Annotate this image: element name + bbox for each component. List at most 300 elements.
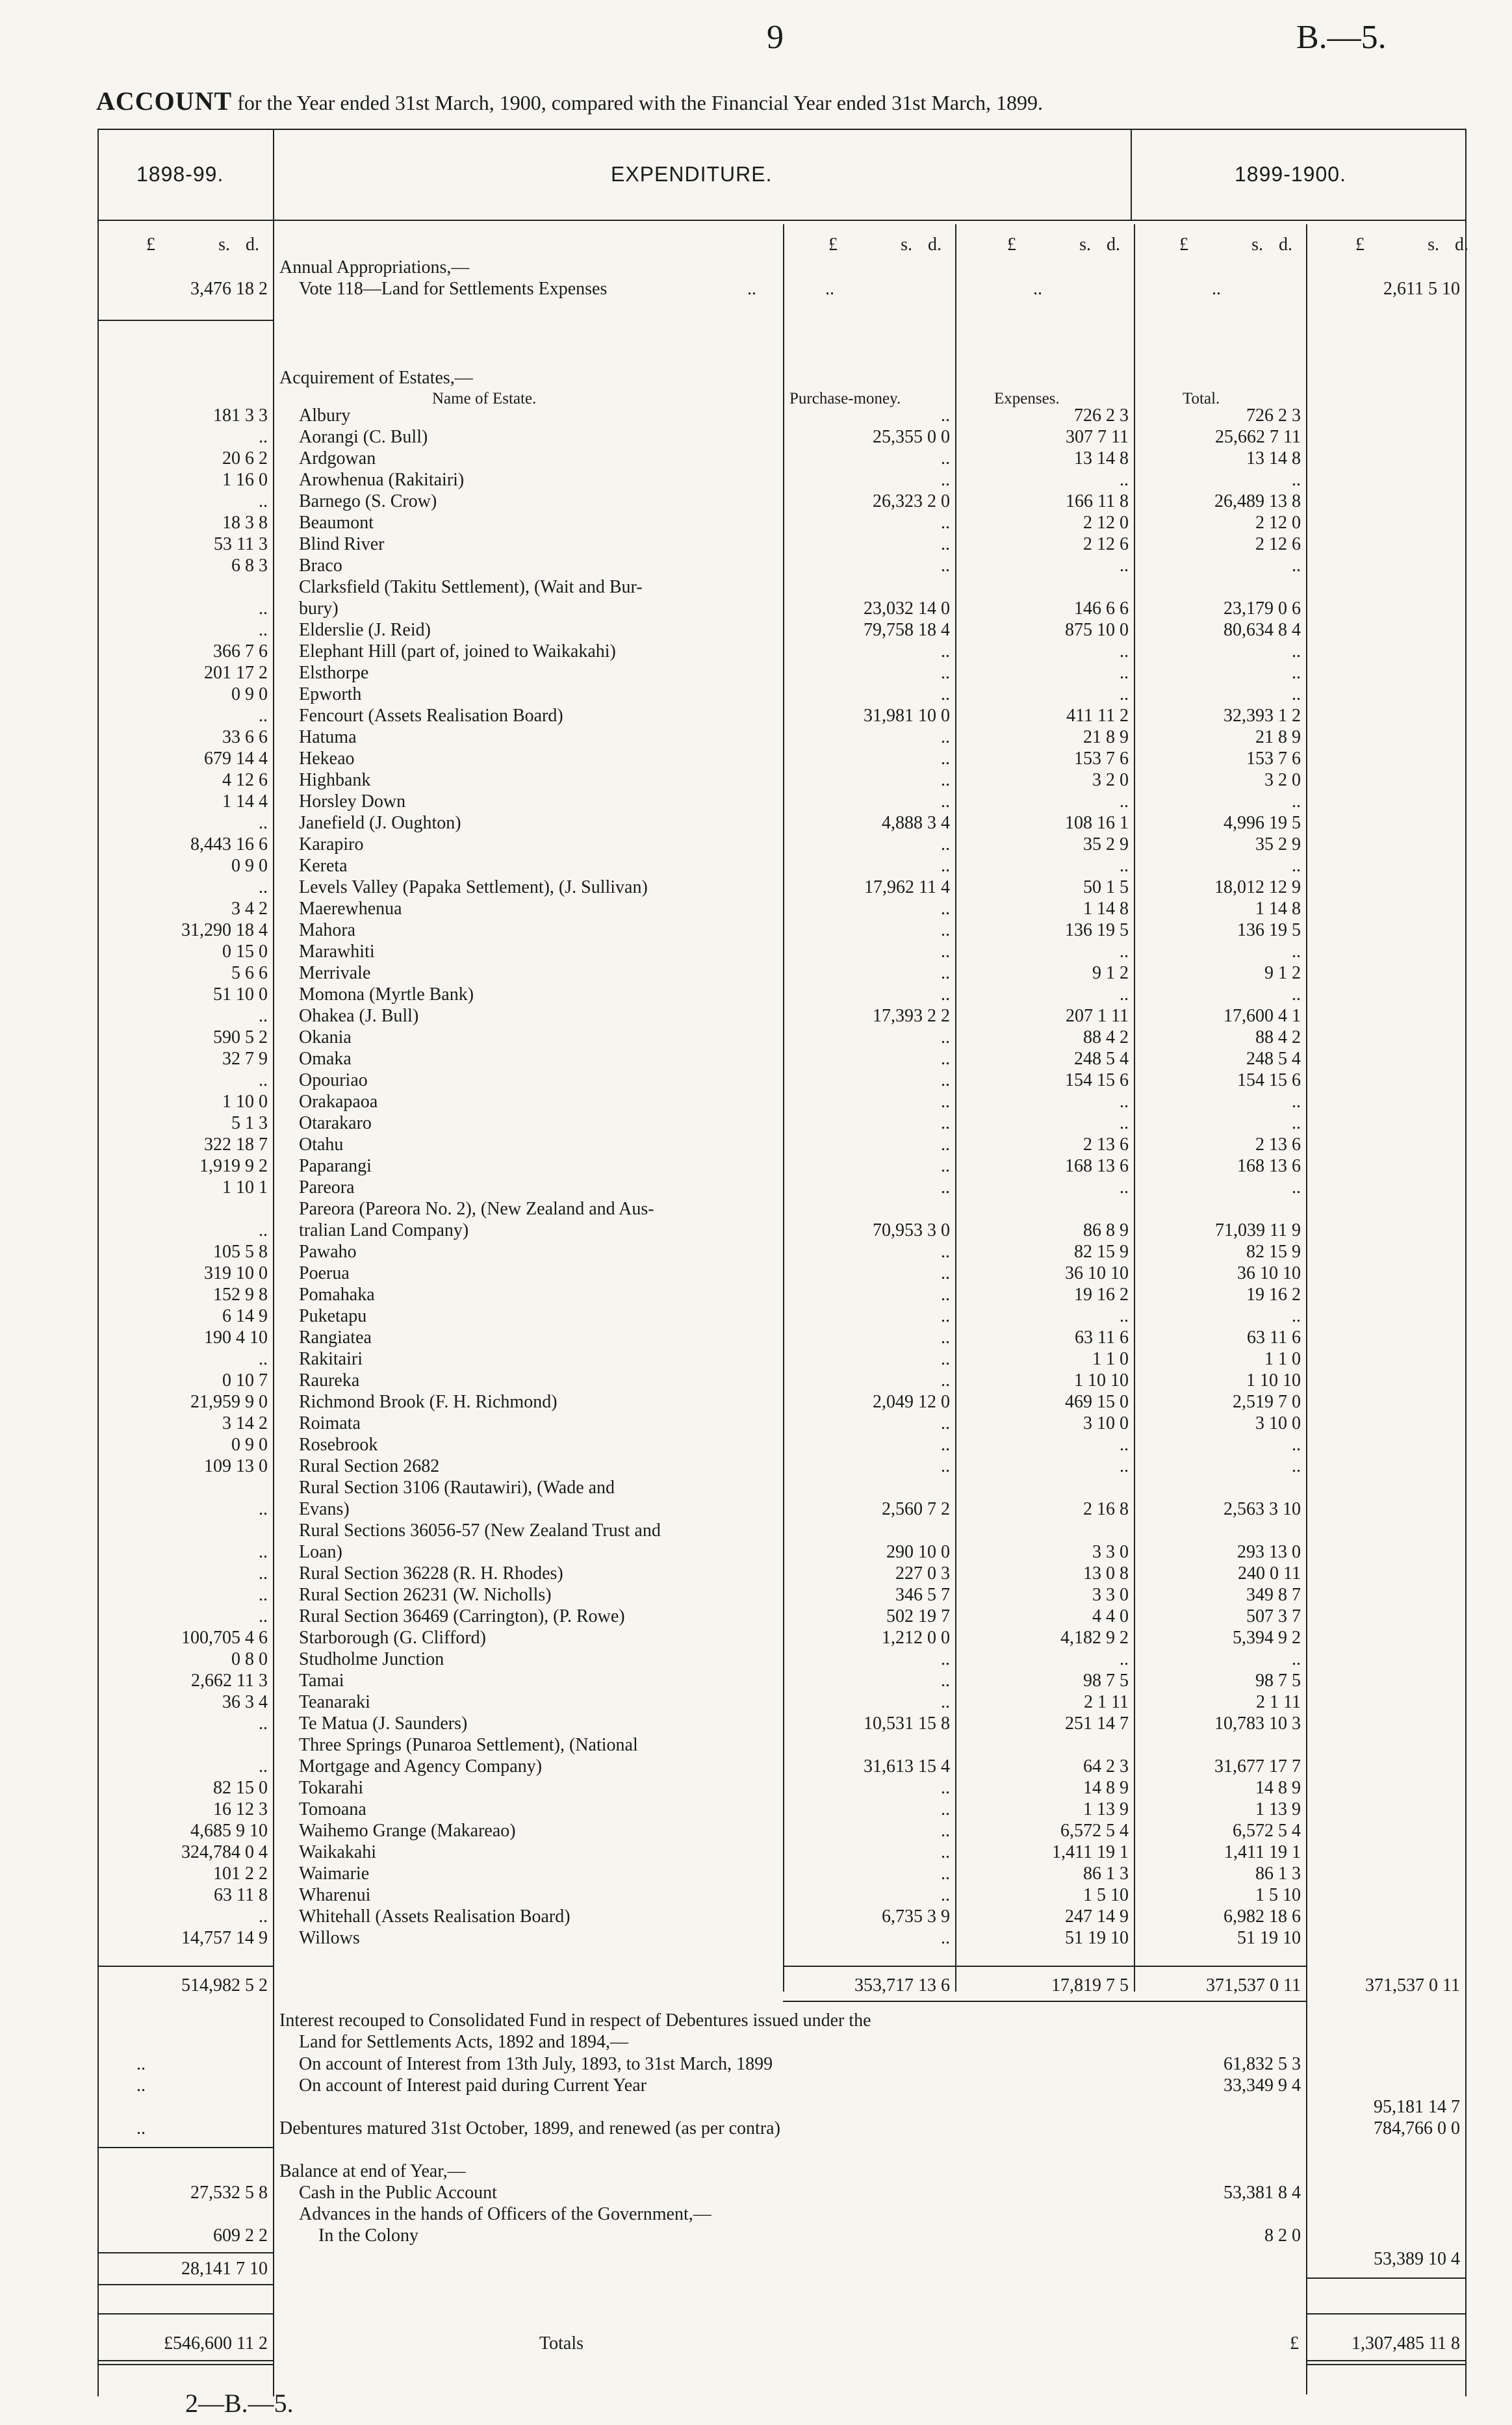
- estate-total: 153 7 6: [1246, 749, 1301, 769]
- purchase-money: ..: [941, 1928, 950, 1948]
- purchase-money: ..: [941, 899, 950, 919]
- estate-name: Poerua: [299, 1263, 350, 1283]
- expenses: 469 15 0: [1065, 1392, 1129, 1412]
- currency-shilling-expenses: s.: [1079, 235, 1091, 255]
- estate-name: Hatuma: [299, 727, 357, 747]
- purchase-money: ..: [941, 1864, 950, 1884]
- estate-total: 248 5 4: [1246, 1049, 1301, 1069]
- estate-total: 35 2 9: [1255, 834, 1301, 854]
- estate-name: Elephant Hill (part of, joined to Waikakahi): [299, 641, 616, 661]
- purchase-money: ..: [941, 1799, 950, 1819]
- estate-total: 63 11 6: [1247, 1328, 1301, 1348]
- leader-int-b: ..: [136, 2075, 146, 2096]
- expenses: 63 11 6: [1075, 1328, 1129, 1348]
- estate-total: 2 12 6: [1255, 534, 1301, 554]
- estate-name: Omaka: [299, 1049, 352, 1069]
- estate-total: 19 16 2: [1246, 1285, 1301, 1305]
- expenses: 2 12 0: [1083, 513, 1129, 533]
- estate-name: Wharenui: [299, 1885, 371, 1905]
- currency-shilling-total: s.: [1251, 235, 1263, 255]
- row-prev-1898: 53 11 3: [214, 534, 268, 554]
- row-prev-1898: 105 5 8: [213, 1242, 268, 1262]
- row-prev-1898: 109 13 0: [204, 1456, 268, 1476]
- leader-deb: ..: [136, 2118, 146, 2138]
- estate-name: Rural Section 26231 (W. Nicholls): [299, 1585, 552, 1605]
- estate-name: Rural Section 36228 (R. H. Rhodes): [299, 1563, 563, 1584]
- purchase-money: 25,355 0 0: [873, 427, 950, 447]
- prev-col-rule-1: [97, 320, 273, 321]
- row-prev-1898: 324,784 0 4: [181, 1842, 268, 1862]
- purchase-money: 10,531 15 8: [864, 1713, 950, 1734]
- purchase-money: ..: [941, 663, 950, 683]
- row-prev-1898: 679 14 4: [204, 749, 268, 769]
- col-total: Total.: [1183, 390, 1220, 407]
- estate-name: Rosebrook: [299, 1435, 378, 1455]
- balance-colony-label: In the Colony: [318, 2226, 418, 2246]
- expenses: 2 1 11: [1084, 1692, 1129, 1712]
- estate-total: 18,012 12 9: [1214, 877, 1301, 897]
- estate-name: Arowhenua (Rakitairi): [299, 470, 465, 490]
- expenses: ..: [1120, 663, 1129, 683]
- row-prev-1898: 1 16 0: [222, 470, 268, 490]
- purchase-money: 346 5 7: [895, 1585, 950, 1605]
- estate-name: Levels Valley (Papaka Settlement), (J. Sullivan): [299, 877, 648, 897]
- expenses: 307 7 11: [1066, 427, 1129, 447]
- expenses: 3 3 0: [1092, 1542, 1129, 1562]
- row-prev-1898: ..: [259, 1542, 268, 1562]
- expenses: 136 19 5: [1065, 920, 1129, 940]
- estate-total: 2 13 6: [1255, 1135, 1301, 1155]
- estate-name: Rural Section 36469 (Carrington), (P. Rowe): [299, 1606, 625, 1626]
- estate-total: 88 4 2: [1255, 1027, 1301, 1047]
- estate-total: ..: [1292, 1306, 1301, 1326]
- balance-cash-prev: 27,532 5 8: [190, 2183, 268, 2203]
- purchase-money: ..: [941, 791, 950, 812]
- estate-name: Tokarahi: [299, 1778, 364, 1798]
- purchase-money: 4,888 3 4: [882, 813, 950, 833]
- expenses: 248 5 4: [1074, 1049, 1129, 1069]
- estate-total: ..: [1292, 1113, 1301, 1133]
- purchase-money: ..: [941, 1092, 950, 1112]
- expenses: ..: [1120, 856, 1129, 876]
- estate-name: Ohakea (J. Bull): [299, 1006, 419, 1026]
- estate-name: Ardgowan: [299, 448, 376, 468]
- currency-shilling-prev: s.: [218, 235, 230, 255]
- expenses: 251 14 7: [1065, 1713, 1129, 1734]
- purchase-money: ..: [941, 1456, 950, 1476]
- expenses: ..: [1120, 1456, 1129, 1476]
- estate-name: Paparangi: [299, 1156, 372, 1176]
- expenses: ..: [1120, 1649, 1129, 1669]
- expenses: ..: [1120, 1092, 1129, 1112]
- expenses: 108 16 1: [1065, 813, 1129, 833]
- purchase-money: 31,981 10 0: [864, 706, 950, 726]
- row-prev-1898: 1,919 9 2: [199, 1156, 268, 1176]
- currency-pence-expenses: d.: [1107, 235, 1120, 255]
- purchase-money: ..: [941, 1263, 950, 1283]
- expenses: 146 6 6: [1074, 598, 1129, 619]
- estate-name: Puketapu: [299, 1306, 367, 1326]
- currency-shilling-purchase: s.: [901, 235, 912, 255]
- expenses: ..: [1120, 641, 1129, 661]
- annual-prev: 3,476 18 2: [190, 279, 268, 299]
- estate-total: ..: [1292, 684, 1301, 704]
- estate-total: 4,996 19 5: [1224, 813, 1301, 833]
- leader-annual-3: ..: [1033, 279, 1042, 299]
- estate-total: 32,393 1 2: [1224, 706, 1301, 726]
- expenses: 1 5 10: [1083, 1885, 1129, 1905]
- balance-heading: Balance at end of Year,—: [279, 2161, 466, 2181]
- annual-vote: Vote 118—Land for Settlements Expenses: [299, 279, 608, 299]
- purchase-money: ..: [941, 684, 950, 704]
- expenses: ..: [1120, 1113, 1129, 1133]
- subtotal-purchase: 353,717 13 6: [854, 1975, 950, 1995]
- estate-total: 1 5 10: [1255, 1885, 1301, 1905]
- estate-name: Mahora: [299, 920, 356, 940]
- estate-name: Rural Sections 36056-57 (New Zealand Trust and: [299, 1520, 661, 1541]
- purchase-money: ..: [941, 856, 950, 876]
- estate-total: 507 3 7: [1246, 1606, 1301, 1626]
- totals-top-rule-prev: [97, 2313, 273, 2315]
- estate-total: 82 15 9: [1246, 1242, 1301, 1262]
- totals-double-rule-prev-1: [97, 2360, 273, 2361]
- estate-name: Waikakahi: [299, 1842, 377, 1862]
- debentures-label: Debentures matured 31st October, 1899, and renewed (as per contra): [279, 2118, 780, 2138]
- estate-name: Rakitairi: [299, 1349, 363, 1369]
- estate-total: 1 10 10: [1246, 1370, 1301, 1391]
- balance-rule-prev: [97, 2252, 273, 2253]
- row-prev-1898: ..: [259, 1756, 268, 1777]
- expenses: ..: [1120, 684, 1129, 704]
- purchase-money: ..: [941, 1370, 950, 1391]
- purchase-money: ..: [941, 641, 950, 661]
- estate-name: Roimata: [299, 1413, 361, 1433]
- page-number: 9: [767, 19, 784, 56]
- purchase-money: ..: [941, 1177, 950, 1198]
- purchase-money: ..: [941, 556, 950, 576]
- estate-total: 726 2 3: [1246, 405, 1301, 426]
- row-prev-1898: 21,959 9 0: [190, 1392, 268, 1412]
- estate-total: 168 13 6: [1237, 1156, 1301, 1176]
- purchase-money: 2,049 12 0: [873, 1392, 950, 1412]
- currency-shilling-grand: s.: [1428, 235, 1439, 255]
- purchase-money: ..: [941, 1070, 950, 1090]
- debentures-total: 784,766 0 0: [1374, 2118, 1460, 2138]
- purchase-money: ..: [941, 1778, 950, 1798]
- estate-total: 14 8 9: [1255, 1778, 1301, 1798]
- col-rule-grand: [1306, 224, 1307, 2394]
- expenses: 86 8 9: [1083, 1220, 1129, 1240]
- header-1898-99: 1898-99.: [136, 162, 224, 186]
- row-prev-1898: 18 3 8: [222, 513, 268, 533]
- estate-total: 1 13 9: [1255, 1799, 1301, 1819]
- estate-total: 1 1 0: [1264, 1349, 1301, 1369]
- header-expenditure: EXPENDITURE.: [611, 162, 773, 186]
- row-prev-1898: 3 4 2: [231, 899, 268, 919]
- estate-total: 5,394 9 2: [1233, 1628, 1301, 1648]
- estate-total: 17,600 4 1: [1224, 1006, 1301, 1026]
- totals-double-rule-curr-1: [1306, 2360, 1465, 2361]
- balance-colony-prev: 609 2 2: [213, 2226, 268, 2246]
- purchase-money: ..: [941, 1135, 950, 1155]
- estate-total: 21 8 9: [1255, 727, 1301, 747]
- estate-name: Pareora: [299, 1177, 355, 1198]
- col-rule-purchase: [783, 224, 784, 1992]
- expenses: 726 2 3: [1074, 405, 1129, 426]
- row-prev-1898: 31,290 18 4: [181, 920, 268, 940]
- estate-name: Tomoana: [299, 1799, 366, 1819]
- expenses: 13 14 8: [1074, 448, 1129, 468]
- leader-annual: ..: [747, 279, 756, 299]
- estate-name: Beaumont: [299, 513, 374, 533]
- table-top-rule: [97, 129, 1465, 130]
- row-prev-1898: ..: [259, 1070, 268, 1090]
- estate-name: Horsley Down: [299, 791, 406, 812]
- expenses: 82 15 9: [1074, 1242, 1129, 1262]
- estate-total: 86 1 3: [1255, 1864, 1301, 1884]
- col-rule-desc: [273, 129, 274, 2396]
- estate-name: Rangiatea: [299, 1328, 372, 1348]
- subtotal-bottom-rule: [783, 2001, 1306, 2002]
- balance-colony-value: 8 2 0: [1264, 2226, 1301, 2246]
- estate-name: Te Matua (J. Saunders): [299, 1713, 468, 1734]
- estate-name: Otarakaro: [299, 1113, 372, 1133]
- expenses: 2 16 8: [1083, 1499, 1129, 1519]
- estate-total: 25,662 7 11: [1215, 427, 1301, 447]
- expenses: 875 10 0: [1065, 620, 1129, 640]
- estate-name: Orakapaoa: [299, 1092, 378, 1112]
- expenses: 51 19 10: [1065, 1928, 1129, 1948]
- estate-name: Rural Section 2682: [299, 1456, 440, 1476]
- estate-name: bury): [299, 598, 339, 619]
- totals-curr: 1,307,485 11 8: [1352, 2333, 1460, 2354]
- estate-name: Momona (Myrtle Bank): [299, 984, 474, 1005]
- estate-total: 71,039 11 9: [1215, 1220, 1301, 1240]
- row-prev-1898: 82 15 0: [213, 1778, 268, 1798]
- expenses: 88 4 2: [1083, 1027, 1129, 1047]
- footer-mark: 2—B.—5.: [185, 2389, 294, 2418]
- leader-annual-2: ..: [825, 279, 834, 299]
- title-lead: ACCOUNT: [96, 86, 233, 116]
- estate-total: 240 0 11: [1238, 1563, 1301, 1584]
- interest-a-label: On account of Interest from 13th July, 1893, to 31st March, 1899: [299, 2054, 773, 2074]
- expenses: ..: [1120, 470, 1129, 490]
- estate-name: Marawhiti: [299, 942, 375, 962]
- estate-total: ..: [1292, 663, 1301, 683]
- estate-name: tralian Land Company): [299, 1220, 469, 1240]
- purchase-money: ..: [941, 1671, 950, 1691]
- row-prev-1898: 33 6 6: [222, 727, 268, 747]
- row-prev-1898: 181 3 3: [213, 405, 268, 426]
- estate-total: ..: [1292, 470, 1301, 490]
- subtotal-expenses: 17,819 7 5: [1051, 1975, 1129, 1995]
- expenses: 21 8 9: [1083, 727, 1129, 747]
- purchase-money: ..: [941, 1328, 950, 1348]
- purchase-money: 227 0 3: [895, 1563, 950, 1584]
- purchase-money: 79,758 18 4: [864, 620, 950, 640]
- estate-total: 3 2 0: [1264, 770, 1301, 790]
- row-prev-1898: 51 10 0: [213, 984, 268, 1005]
- estate-total: 136 19 5: [1237, 920, 1301, 940]
- annual-heading: Annual Appropriations,—: [279, 257, 470, 277]
- estate-total: 10,783 10 3: [1214, 1713, 1301, 1734]
- row-prev-1898: 201 17 2: [204, 663, 268, 683]
- estate-name: Okania: [299, 1027, 352, 1047]
- row-prev-1898: 366 7 6: [213, 641, 268, 661]
- estate-name: Starborough (G. Clifford): [299, 1628, 486, 1648]
- estate-name: Janefield (J. Oughton): [299, 813, 461, 833]
- estate-total: ..: [1292, 1092, 1301, 1112]
- col-rule-expenses: [955, 224, 956, 1992]
- purchase-money: ..: [941, 1285, 950, 1305]
- purchase-money: ..: [941, 1242, 950, 1262]
- row-prev-1898: 8,443 16 6: [190, 834, 268, 854]
- estate-name: Elsthorpe: [299, 663, 369, 683]
- acquirement-heading: Acquirement of Estates,—: [279, 368, 473, 388]
- expenses: 1 13 9: [1083, 1799, 1129, 1819]
- row-prev-1898: 20 6 2: [222, 448, 268, 468]
- estate-name: Braco: [299, 556, 342, 576]
- estate-name: Whitehall (Assets Realisation Board): [299, 1906, 570, 1927]
- row-prev-1898: 1 14 4: [222, 791, 268, 812]
- expenses: 50 1 5: [1083, 877, 1129, 897]
- expenses: 36 10 10: [1065, 1263, 1129, 1283]
- purchase-money: 31,613 15 4: [864, 1756, 950, 1777]
- expenses: 247 14 9: [1065, 1906, 1129, 1927]
- estate-total: 1 14 8: [1255, 899, 1301, 919]
- estate-total: ..: [1292, 856, 1301, 876]
- expenses: 35 2 9: [1083, 834, 1129, 854]
- expenses: ..: [1120, 1435, 1129, 1455]
- estate-name: Mortgage and Agency Company): [299, 1756, 543, 1777]
- estate-name: Clarksfield (Takitu Settlement), (Wait and Bur-: [299, 577, 643, 597]
- expenses: 1 1 0: [1092, 1349, 1129, 1369]
- expenses: 3 3 0: [1092, 1585, 1129, 1605]
- interest-b-value: 33,349 9 4: [1224, 2075, 1301, 2096]
- estate-name: Raureka: [299, 1370, 360, 1391]
- expenses: ..: [1120, 791, 1129, 812]
- estate-total: ..: [1292, 984, 1301, 1005]
- expenses: 411 11 2: [1066, 706, 1129, 726]
- subtotal-grand: 371,537 0 11: [1365, 1975, 1460, 1995]
- estate-total: 3 10 0: [1255, 1413, 1301, 1433]
- estate-name: Waihemo Grange (Makareao): [299, 1821, 516, 1841]
- expenses: 9 1 2: [1092, 963, 1129, 983]
- estate-total: 349 8 7: [1246, 1585, 1301, 1605]
- estate-name: Barnego (S. Crow): [299, 491, 437, 511]
- estate-name: Otahu: [299, 1135, 344, 1155]
- estate-total: 6,572 5 4: [1233, 1821, 1301, 1841]
- currency-pound-expenses: £: [1007, 235, 1016, 255]
- expenses: 98 7 5: [1083, 1671, 1129, 1691]
- estate-total: ..: [1292, 641, 1301, 661]
- currency-pound-total: £: [1179, 235, 1188, 255]
- purchase-money: ..: [941, 727, 950, 747]
- header-bottom-rule: [97, 220, 1465, 221]
- col-purchase-money: Purchase-money.: [789, 390, 901, 407]
- row-prev-1898: ..: [259, 598, 268, 619]
- purchase-money: ..: [941, 1349, 950, 1369]
- balance-prev-total: 28,141 7 10: [181, 2259, 268, 2279]
- purchase-money: 17,962 11 4: [864, 877, 950, 897]
- purchase-money: ..: [941, 749, 950, 769]
- row-prev-1898: 63 11 8: [214, 1885, 268, 1905]
- purchase-money: ..: [941, 1027, 950, 1047]
- subtotal-rule-prev: [97, 1966, 273, 1967]
- interest-total: 95,181 14 7: [1374, 2097, 1460, 2117]
- balance-cash-value: 53,381 8 4: [1224, 2183, 1301, 2203]
- totals-curr-pound: £: [1290, 2333, 1299, 2354]
- expenses: 3 10 0: [1083, 1413, 1129, 1433]
- col-rule-total: [1134, 224, 1135, 1992]
- row-prev-1898: 0 15 0: [222, 942, 268, 962]
- estate-total: ..: [1292, 1456, 1301, 1476]
- interest-a-value: 61,832 5 3: [1224, 2054, 1301, 2074]
- estate-name: Pomahaka: [299, 1285, 375, 1305]
- totals-label: Totals: [539, 2333, 584, 2354]
- row-prev-1898: ..: [259, 1563, 268, 1584]
- row-prev-1898: 100,705 4 6: [181, 1628, 268, 1648]
- estate-name: Opouriao: [299, 1070, 368, 1090]
- estate-name: Rural Section 3106 (Rautawiri), (Wade and: [299, 1478, 615, 1498]
- row-prev-1898: 5 1 3: [231, 1113, 268, 1133]
- estate-total: 80,634 8 4: [1224, 620, 1301, 640]
- expenses: 2 12 6: [1083, 534, 1129, 554]
- leader-annual-4: ..: [1212, 279, 1221, 299]
- expenses: 2 13 6: [1083, 1135, 1129, 1155]
- balance-total: 53,389 10 4: [1374, 2249, 1460, 2269]
- estate-total: 36 10 10: [1237, 1263, 1301, 1283]
- purchase-money: ..: [941, 1842, 950, 1862]
- currency-pence-grand: d.: [1455, 235, 1468, 255]
- row-prev-1898: 590 5 2: [213, 1027, 268, 1047]
- estate-total: 2 1 11: [1256, 1692, 1301, 1712]
- purchase-money: ..: [941, 770, 950, 790]
- expenses: 153 7 6: [1074, 749, 1129, 769]
- estate-name: Highbank: [299, 770, 371, 790]
- row-prev-1898: 6 8 3: [231, 556, 268, 576]
- row-prev-1898: ..: [259, 620, 268, 640]
- row-prev-1898: 4 12 6: [222, 770, 268, 790]
- row-prev-1898: ..: [259, 706, 268, 726]
- estate-total: 31,677 17 7: [1214, 1756, 1301, 1777]
- expenses: ..: [1120, 1306, 1129, 1326]
- balance-rule-prev-2: [97, 2284, 273, 2285]
- purchase-money: ..: [941, 448, 950, 468]
- row-prev-1898: 6 14 9: [222, 1306, 268, 1326]
- row-prev-1898: ..: [259, 1006, 268, 1026]
- subtotal-total: 371,537 0 11: [1206, 1975, 1301, 1995]
- annual-total: 2,611 5 10: [1383, 279, 1460, 299]
- row-prev-1898: 14,757 14 9: [181, 1928, 268, 1948]
- estate-total: ..: [1292, 1435, 1301, 1455]
- purchase-money: 17,393 2 2: [873, 1006, 950, 1026]
- estate-total: 9 1 2: [1264, 963, 1301, 983]
- estate-name: Teanaraki: [299, 1692, 370, 1712]
- row-prev-1898: 16 12 3: [213, 1799, 268, 1819]
- purchase-money: ..: [941, 984, 950, 1005]
- estate-name: Karapiro: [299, 834, 364, 854]
- estate-total: 2 12 0: [1255, 513, 1301, 533]
- estate-name: Aorangi (C. Bull): [299, 427, 428, 447]
- document-reference: B.—5.: [1296, 19, 1387, 56]
- purchase-money: 6,735 3 9: [882, 1906, 950, 1927]
- purchase-money: ..: [941, 834, 950, 854]
- row-prev-1898: 3 14 2: [222, 1413, 268, 1433]
- subtotal-prev: 514,982 5 2: [181, 1975, 268, 1995]
- estate-total: 23,179 0 6: [1224, 598, 1301, 619]
- interest-b-label: On account of Interest paid during Current Year: [299, 2075, 647, 2096]
